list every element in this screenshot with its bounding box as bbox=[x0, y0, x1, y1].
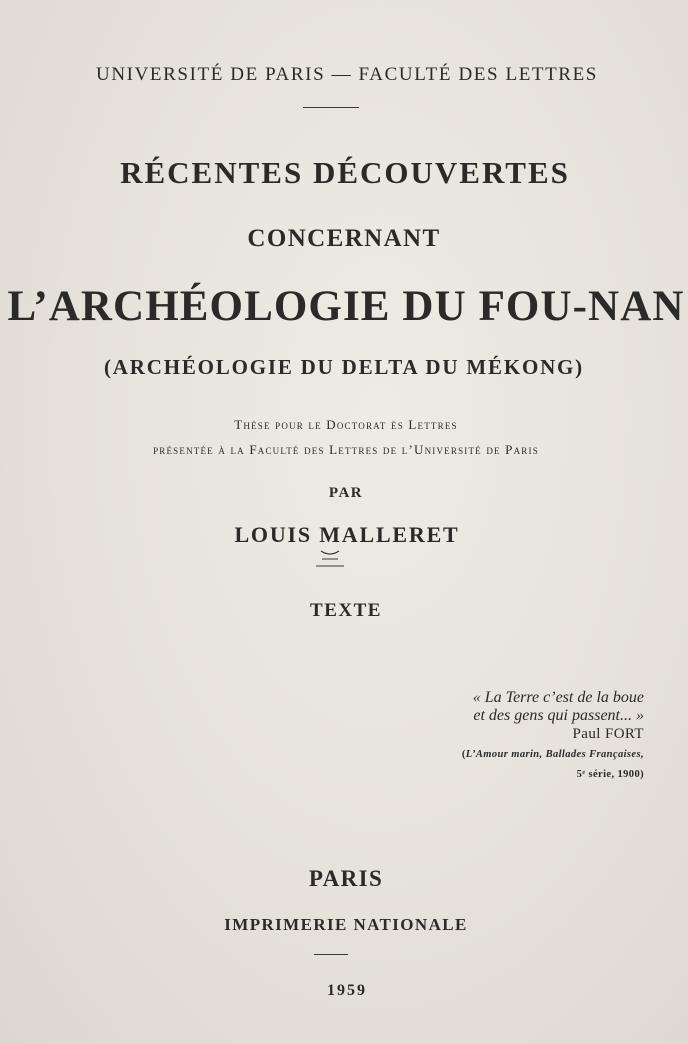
epigraph-quote-line-1: « La Terre c’est de la boue bbox=[472, 689, 644, 706]
title-line-2: CONCERNANT bbox=[247, 225, 441, 252]
imprint-printer: IMPRIMERIE NATIONALE bbox=[224, 915, 468, 934]
epigraph-source bbox=[384, 746, 644, 763]
epigraph-source-title: L’Amour marin, Ballades Françaises, bbox=[465, 749, 644, 760]
ornament-icon bbox=[314, 548, 346, 570]
imprint-city: PARIS bbox=[308, 866, 384, 891]
by-label: PAR bbox=[328, 485, 364, 501]
epigraph bbox=[384, 689, 644, 783]
title-line-1: RÉCENTES DÉCOUVERTES bbox=[120, 155, 570, 190]
thesis-line-1: Thèse pour le Doctorat ès Lettres bbox=[234, 417, 458, 432]
epigraph-quote-line-2: et des gens qui passent... » bbox=[473, 707, 644, 724]
imprint-year: 1959 bbox=[327, 982, 367, 999]
imprint-divider bbox=[314, 954, 348, 955]
header-divider bbox=[303, 107, 359, 108]
epigraph-author: Paul FORT bbox=[572, 726, 644, 742]
epigraph-source-open: ( bbox=[461, 749, 466, 760]
volume-label: TEXTE bbox=[310, 600, 382, 621]
author-name: LOUIS MALLERET bbox=[234, 522, 460, 547]
thesis-line-2: présentée à la Faculté des Lettres de l’Université de Paris bbox=[153, 442, 539, 457]
institution-heading: UNIVERSITÉ DE PARIS — FACULTÉ DES LETTRES bbox=[96, 64, 598, 85]
main-title: L’ARCHÉOLOGIE DU FOU-NAN bbox=[7, 283, 685, 330]
subtitle: (ARCHÉOLOGIE DU DELTA DU MÉKONG) bbox=[104, 355, 584, 379]
epigraph-source-date: 5ᵉ série, 1900) bbox=[576, 769, 644, 780]
